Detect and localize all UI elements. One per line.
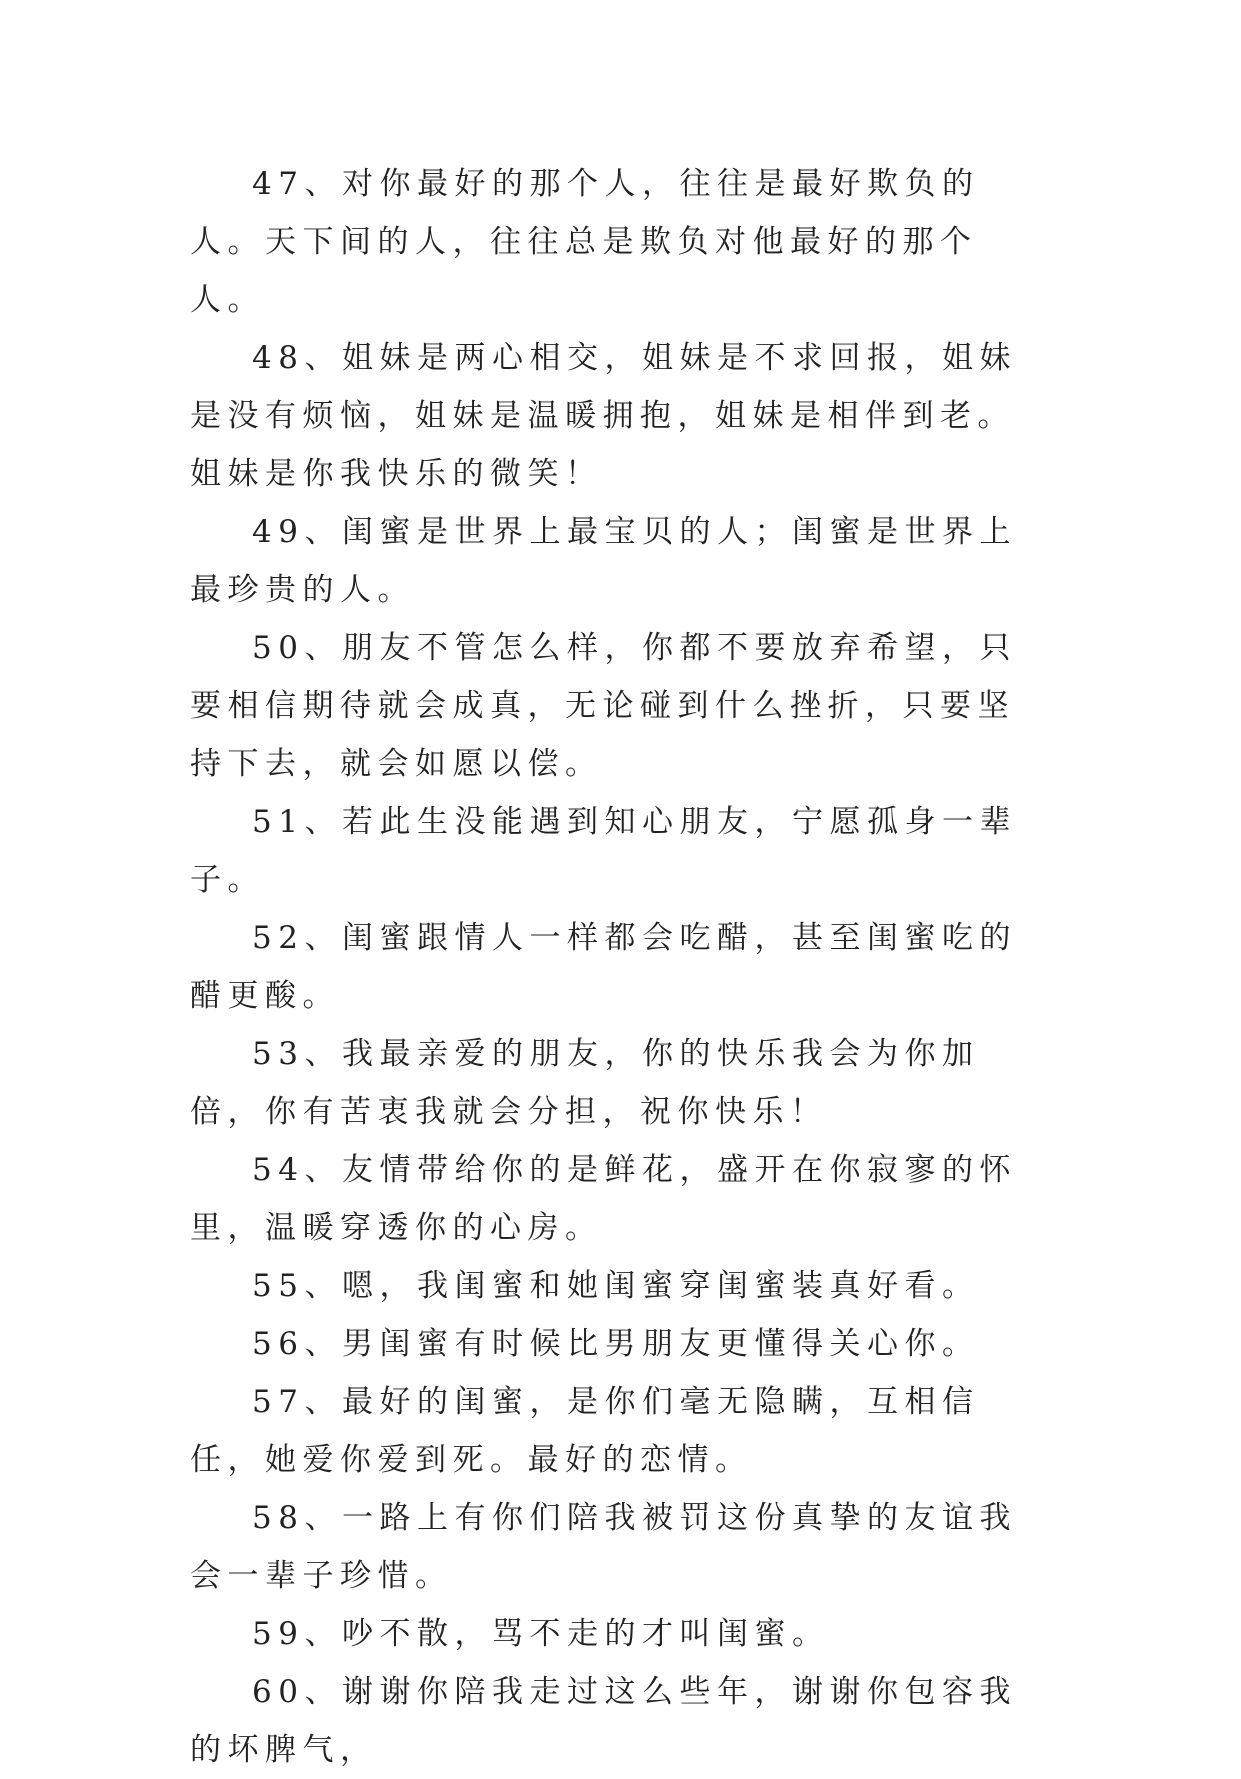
paragraph-49: 49、闺蜜是世界上最宝贝的人；闺蜜是世界上最珍贵的人。 — [190, 514, 1017, 608]
paragraph-59: 59、吵不散，骂不走的才叫闺蜜。 — [252, 1616, 830, 1652]
document-body — [190, 155, 1050, 1779]
paragraph-53: 53、我最亲爱的朋友，你的快乐我会为你加倍，你有苦衷我就会分担，祝你快乐！ — [190, 1036, 980, 1130]
paragraph-51: 51、若此生没能遇到知心朋友，宁愿孤身一辈子。 — [190, 804, 1017, 898]
paragraph-50: 50、朋友不管怎么样，你都不要放弃希望，只要相信期待就会成真，无论碰到什么挫折，只要坚持下去，就会如愿以偿。 — [190, 630, 1017, 782]
paragraph-55: 55、嗯，我闺蜜和她闺蜜穿闺蜜装真好看。 — [252, 1268, 980, 1304]
paragraph-58: 58、一路上有你们陪我被罚这份真挚的友谊我会一辈子珍惜。 — [190, 1500, 1017, 1594]
paragraph-57: 57、最好的闺蜜，是你们毫无隐瞒，互相信任，她爱你爱到死。最好的恋情。 — [190, 1384, 980, 1478]
paragraph-54: 54、友情带给你的是鲜花，盛开在你寂寥的怀里，温暖穿透你的心房。 — [190, 1152, 1017, 1246]
paragraph-60: 60、谢谢你陪我走过这么些年，谢谢你包容我的坏脾气， — [190, 1674, 1017, 1768]
paragraph-48: 48、姐妹是两心相交，姐妹是不求回报，姐妹是没有烦恼，姐妹是温暖拥抱，姐妹是相伴到老。姐妹是你我快乐的微笑！ — [190, 340, 1017, 492]
paragraph-56: 56、男闺蜜有时候比男朋友更懂得关心你。 — [252, 1326, 980, 1362]
paragraph-47: 47、对你最好的那个人，往往是最好欺负的人。天下间的人，往往总是欺负对他最好的那个人。 — [190, 166, 980, 318]
paragraph-52: 52、闺蜜跟情人一样都会吃醋，甚至闺蜜吃的醋更酸。 — [190, 920, 1017, 1014]
